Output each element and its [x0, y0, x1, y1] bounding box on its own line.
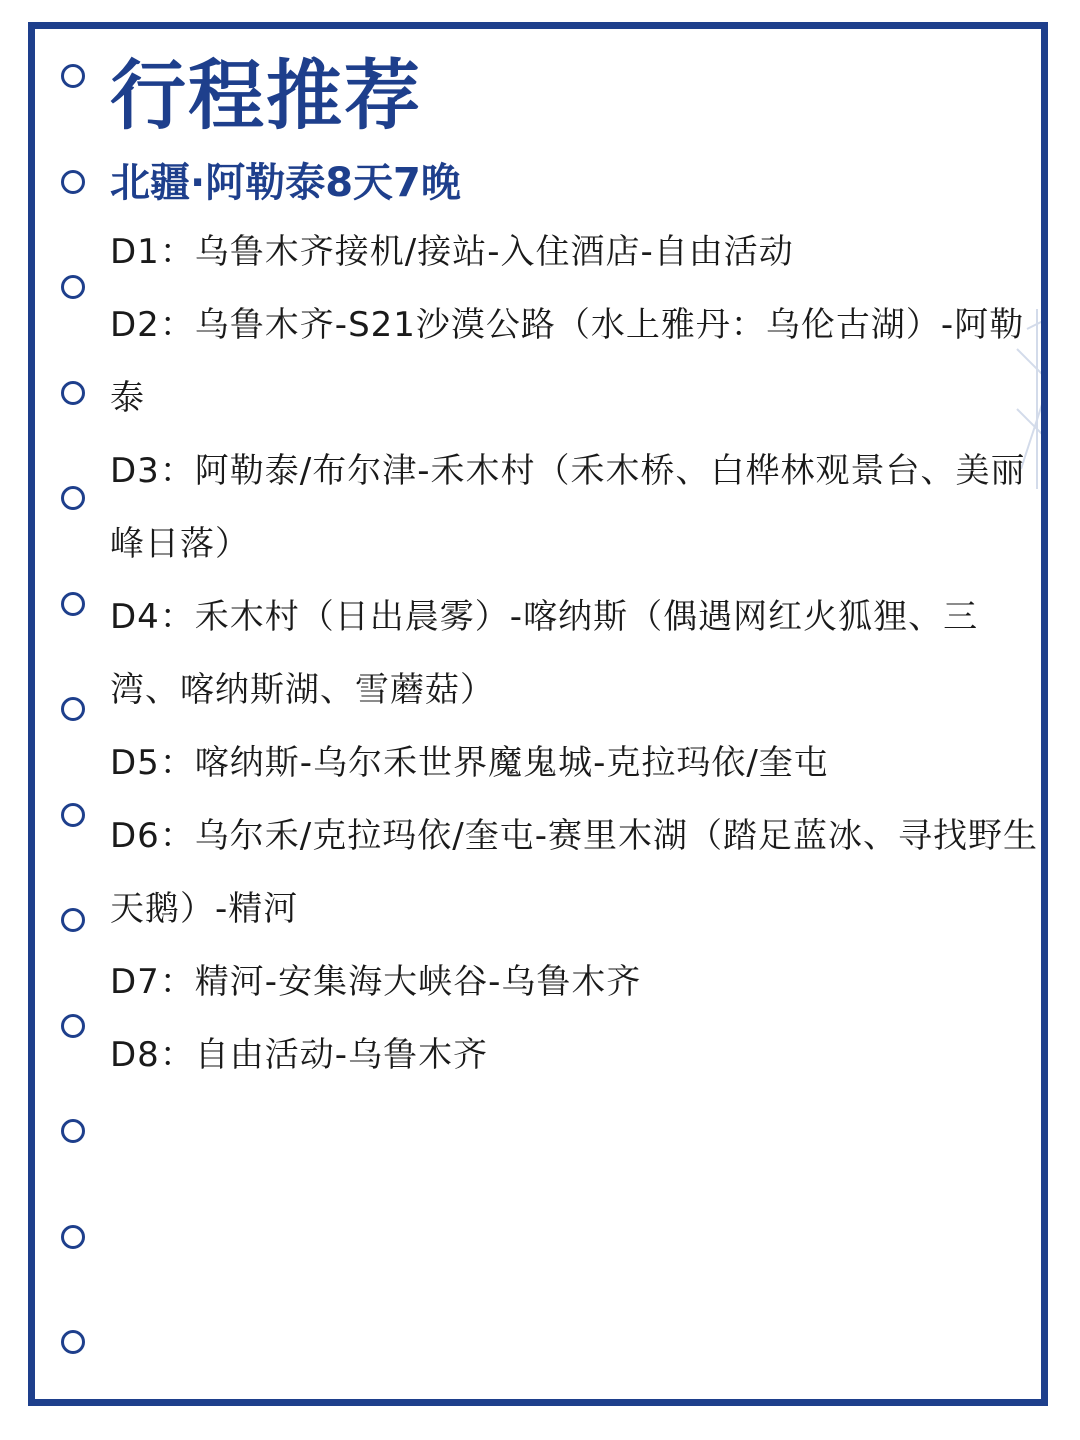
- binder-ring-icon: [61, 592, 85, 616]
- itinerary-day-5: D5：喀纳斯-乌尔禾世界魔鬼城-克拉玛依/奎屯: [110, 743, 829, 783]
- binder-ring-icon: [61, 170, 85, 194]
- page-title: 行程推荐: [110, 51, 422, 140]
- itinerary-day-2: D2：乌鲁木齐-S21沙漠公路（水上雅丹：乌伦古湖）-阿勒泰: [110, 305, 1025, 418]
- itinerary-day-6: D6：乌尔禾/克拉玛依/奎屯-赛里木湖（踏足蓝冰、寻找野生天鹅）-精河: [110, 816, 1038, 929]
- binder-ring-icon: [61, 908, 85, 932]
- binder-ring-icon: [61, 1119, 85, 1143]
- trip-subtitle: 北疆·阿勒泰8天7晚: [110, 160, 461, 206]
- binder-ring-icon: [61, 1014, 85, 1038]
- binder-ring-icon: [61, 697, 85, 721]
- binder-ring-icon: [61, 803, 85, 827]
- itinerary-day-3: D3：阿勒泰/布尔津-禾木村（禾木桥、白桦林观景台、美丽峰日落）: [110, 451, 1026, 564]
- binder-ring-icon: [61, 1330, 85, 1354]
- itinerary-list: [110, 216, 1040, 1092]
- binder-ring-icon: [61, 275, 85, 299]
- notebook-page: [28, 22, 1048, 1406]
- binder-ring-icon: [61, 486, 85, 510]
- itinerary-day-4: D4：禾木村（日出晨雾）-喀纳斯（偶遇网红火狐狸、三湾、喀纳斯湖、雪蘑菇）: [110, 597, 979, 710]
- binder-ring-icon: [61, 64, 85, 88]
- binder-ring-icon: [61, 1225, 85, 1249]
- binder-ring-icon: [61, 381, 85, 405]
- itinerary-day-8: D8：自由活动-乌鲁木齐: [110, 1035, 489, 1075]
- itinerary-day-7: D7：精河-安集海大峡谷-乌鲁木齐: [110, 962, 642, 1002]
- itinerary-day-1: D1：乌鲁木齐接机/接站-入住酒店-自由活动: [110, 232, 794, 272]
